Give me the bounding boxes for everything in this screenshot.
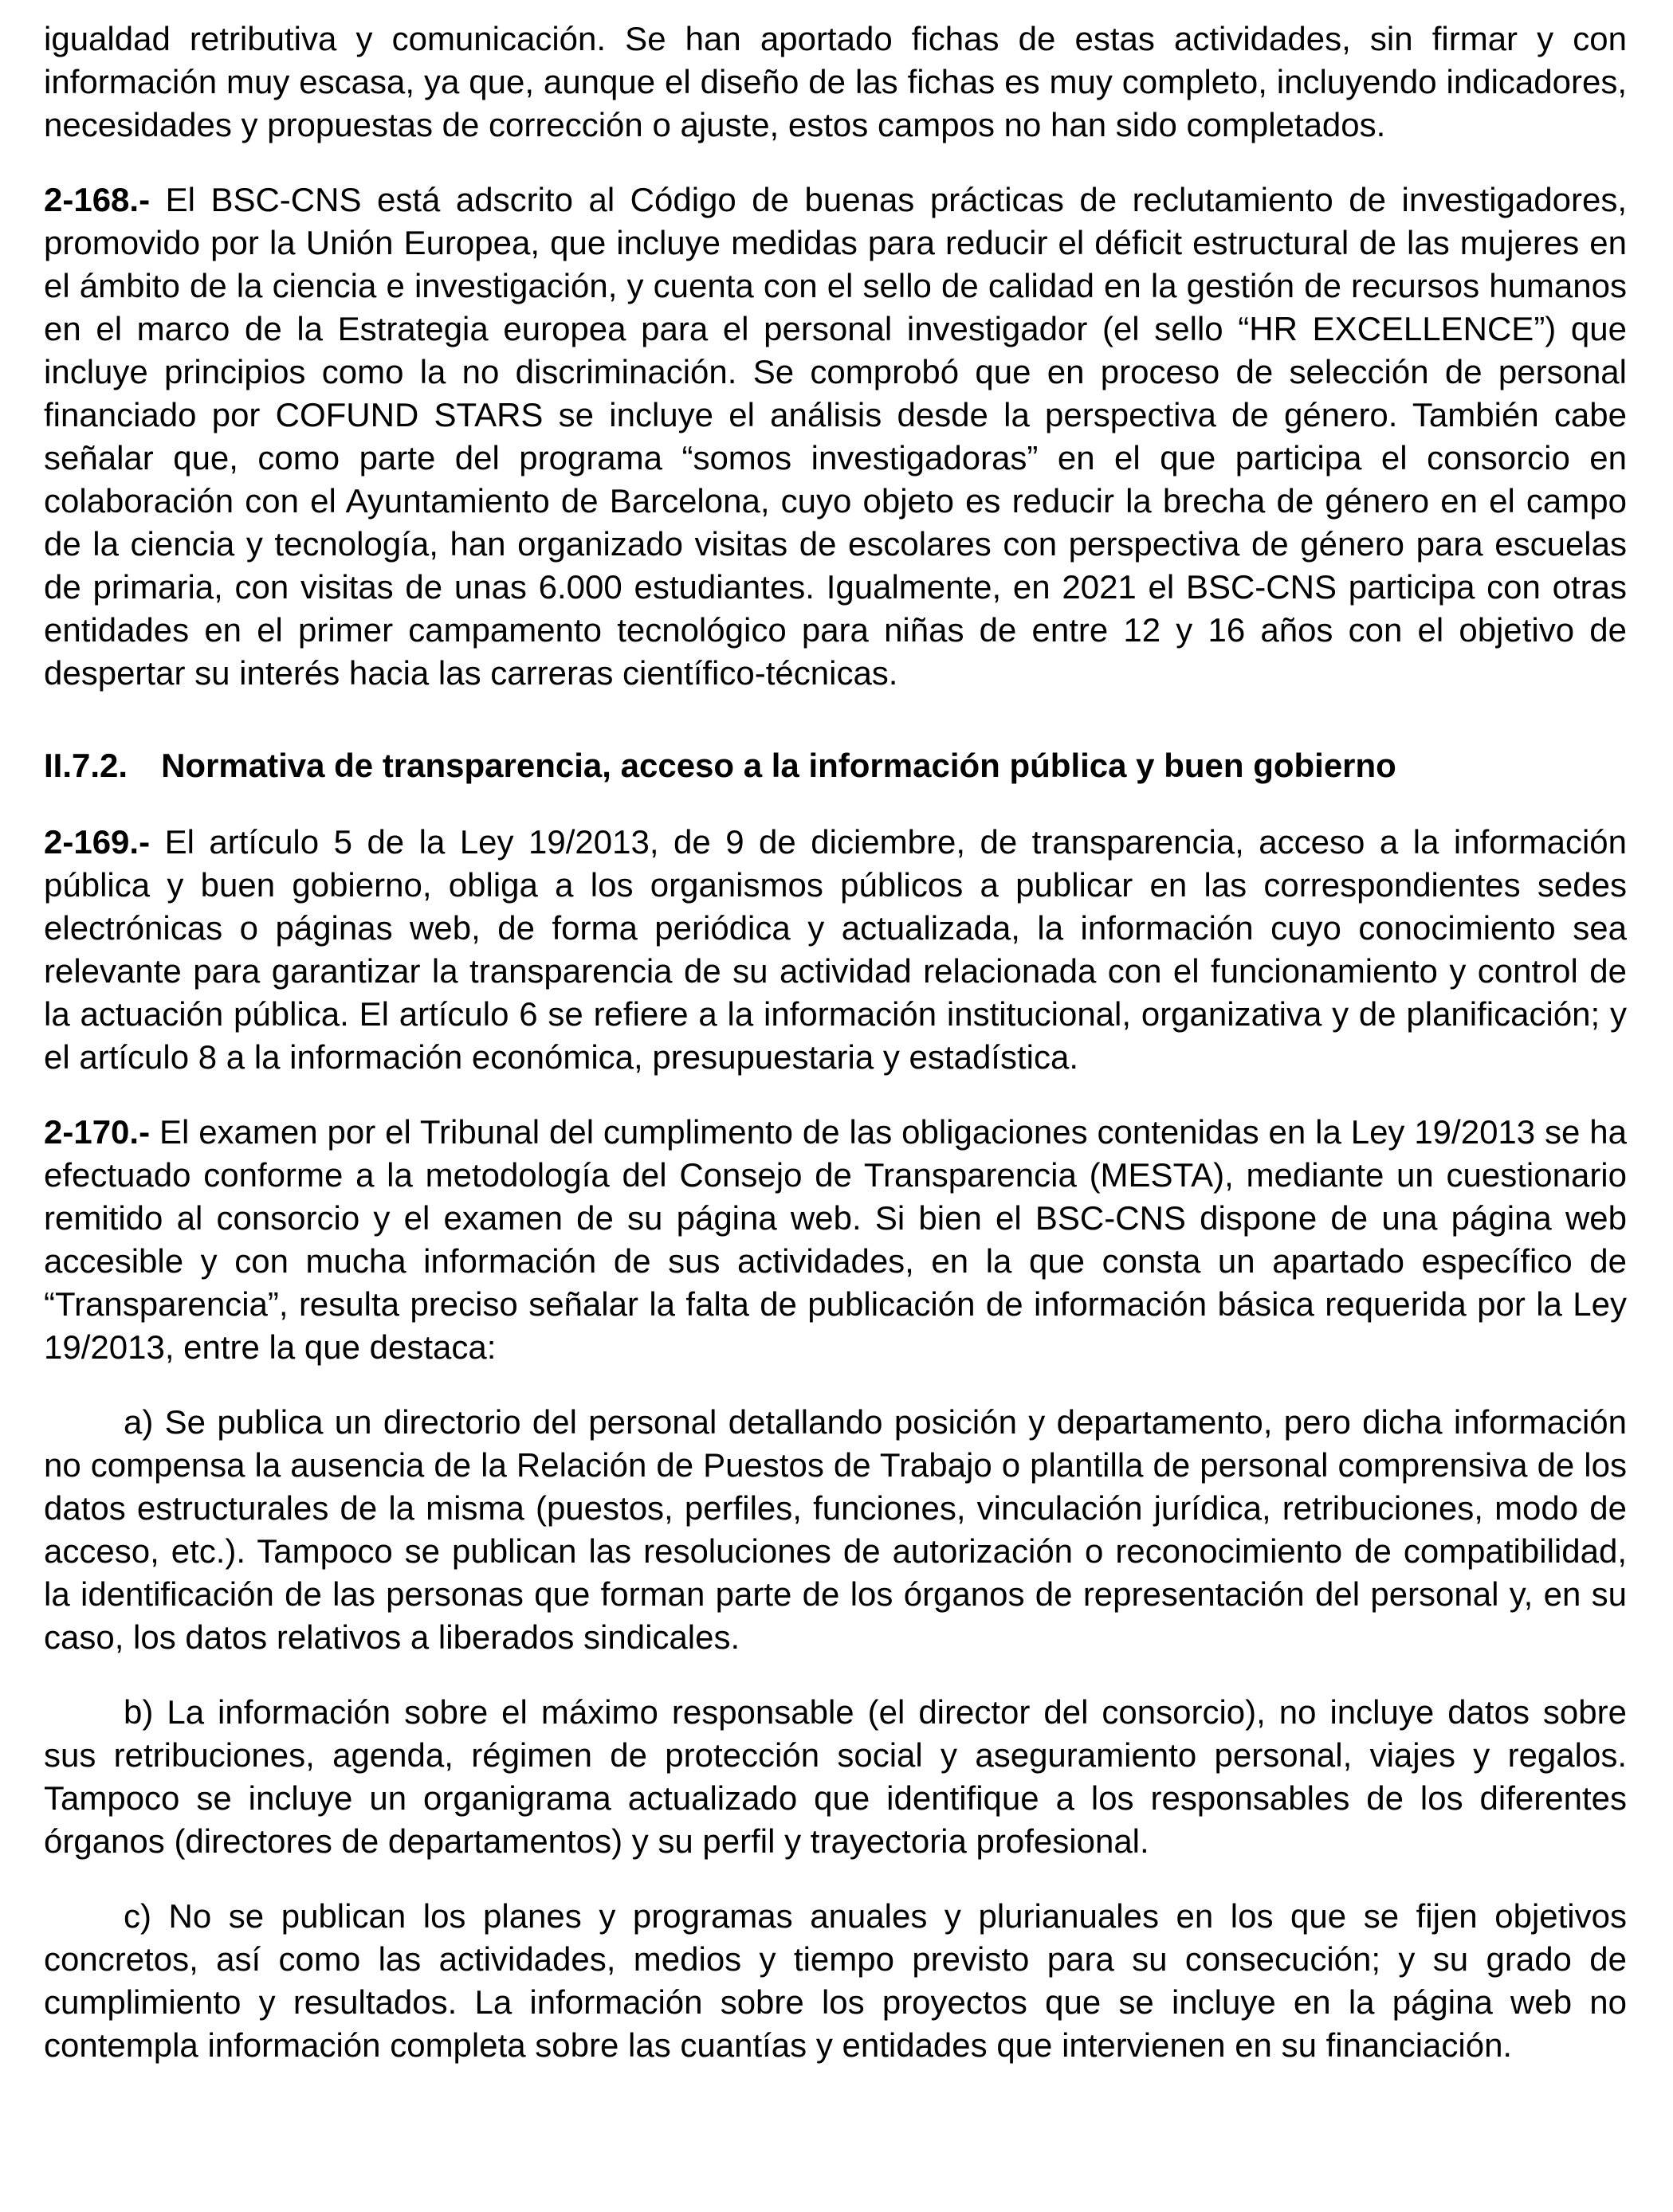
- paragraph-intro: igualdad retributiva y comunicación. Se han aportado fichas de estas actividades, sin firmar y con información muy escasa, ya que, aunque el diseño de las fichas es muy completo, incluyendo indicadores, necesidades y propuestas de corrección o ajuste, estos campos no han sido completados.: [44, 20, 1627, 143]
- paragraph-number-2-169: 2-169.-: [44, 823, 151, 861]
- paragraph-number-2-168: 2-168.-: [44, 181, 151, 218]
- list-item-c: c) No se publican los planes y programas anuales y plurianuales en los que se fijen objetivos concretos, así como las actividades, medios y tiempo previsto para su consecución; y su grado de cumplimiento y resultados. La información sobre los proyectos que se incluye en la página web no contempla información completa sobre las cuantías y entidades que intervienen en su financiación.: [44, 1897, 1627, 2064]
- paragraph-2-168: [44, 178, 1627, 695]
- paragraph-2-169-text: El artículo 5 de la Ley 19/2013, de 9 de diciembre, de transparencia, acceso a la información pública y buen gobierno, obliga a los organismos públicos a publicar en las correspondientes sedes electrónicas o páginas web, de forma periódica y actualizada, la información cuyo conocimiento sea relevante para garantizar la transparencia de su actividad relacionada con el funcionamiento y control de la actuación pública. El artículo 6 se refiere a la información institucional, organizativa y de planificación; y el artículo 8 a la información económica, presupuestaria y estadística.: [44, 823, 1627, 1076]
- section-heading-number: II.7.2.: [44, 747, 128, 784]
- paragraph-2-170-text: El examen por el Tribunal del cumplimento de las obligaciones contenidas en la Ley 19/2013 se ha efectuado conforme a la metodología del Consejo de Transparencia (MESTA), mediante un cuestionario remitido al consorcio y el examen de su página web. Si bien el BSC-CNS dispone de una página web accesible y con mucha información de sus actividades, en la que consta un apartado específico de “Transparencia”, resulta preciso señalar la falta de publicación de información básica requerida por la Ley 19/2013, entre la que destaca:: [44, 1113, 1627, 1366]
- paragraph-2-169: [44, 821, 1627, 1079]
- section-heading-title: Normativa de transparencia, acceso a la información pública y buen gobierno: [161, 747, 1396, 784]
- paragraph-2-168-text: El BSC-CNS está adscrito al Código de buenas prácticas de reclutamiento de investigadores, promovido por la Unión Europea, que incluye medidas para reducir el déficit estructural de las mujeres en el ámbito de la ciencia e investigación, y cuenta con el sello de calidad en la gestión de recursos humanos en el marco de la Estrategia europea para el personal investigador (el sello “HR EXCELLENCE”) que incluye principios como la no discriminación. Se comprobó que en proceso de selección de personal financiado por COFUND STARS se incluye el análisis desde la perspectiva de género. También cabe señalar que, como parte del programa “somos investigadoras” en el que participa el consorcio en colaboración con el Ayuntamiento de Barcelona, cuyo objeto es reducir la brecha de género en el campo de la ciencia y tecnología, han organizado visitas de escolares con perspectiva de género para escuelas de primaria, con visitas de unas 6.000 estudiantes. Igualmente, en 2021 el BSC-CNS participa con otras entidades en el primer campamento tecnológico para niñas de entre 12 y 16 años con el objetivo de despertar su interés hacia las carreras científico-técnicas.: [44, 181, 1627, 692]
- paragraph-2-170: [44, 1111, 1627, 1369]
- list-item-b: b) La información sobre el máximo responsable (el director del consorcio), no incluye datos sobre sus retribuciones, agenda, régimen de protección social y aseguramiento personal, viajes y regalos. Tampoco se incluye un organigrama actualizado que identifique a los responsables de los diferentes órganos (directores de departamentos) y su perfil y trayectoria profesional.: [44, 1693, 1627, 1860]
- paragraph-number-2-170: 2-170.-: [44, 1113, 151, 1151]
- section-heading: [44, 744, 1627, 787]
- list-item-a: a) Se publica un directorio del personal detallando posición y departamento, pero dicha información no compensa la ausencia de la Relación de Puestos de Trabajo o plantilla de personal comprensiva de los datos estructurales de la misma (puestos, perfiles, funciones, vinculación jurídica, retribuciones, modo de acceso, etc.). Tampoco se publican las resoluciones de autorización o reconocimiento de compatibilidad, la identificación de las personas que forman parte de los órganos de representación del personal y, en su caso, los datos relativos a liberados sindicales.: [44, 1403, 1627, 1656]
